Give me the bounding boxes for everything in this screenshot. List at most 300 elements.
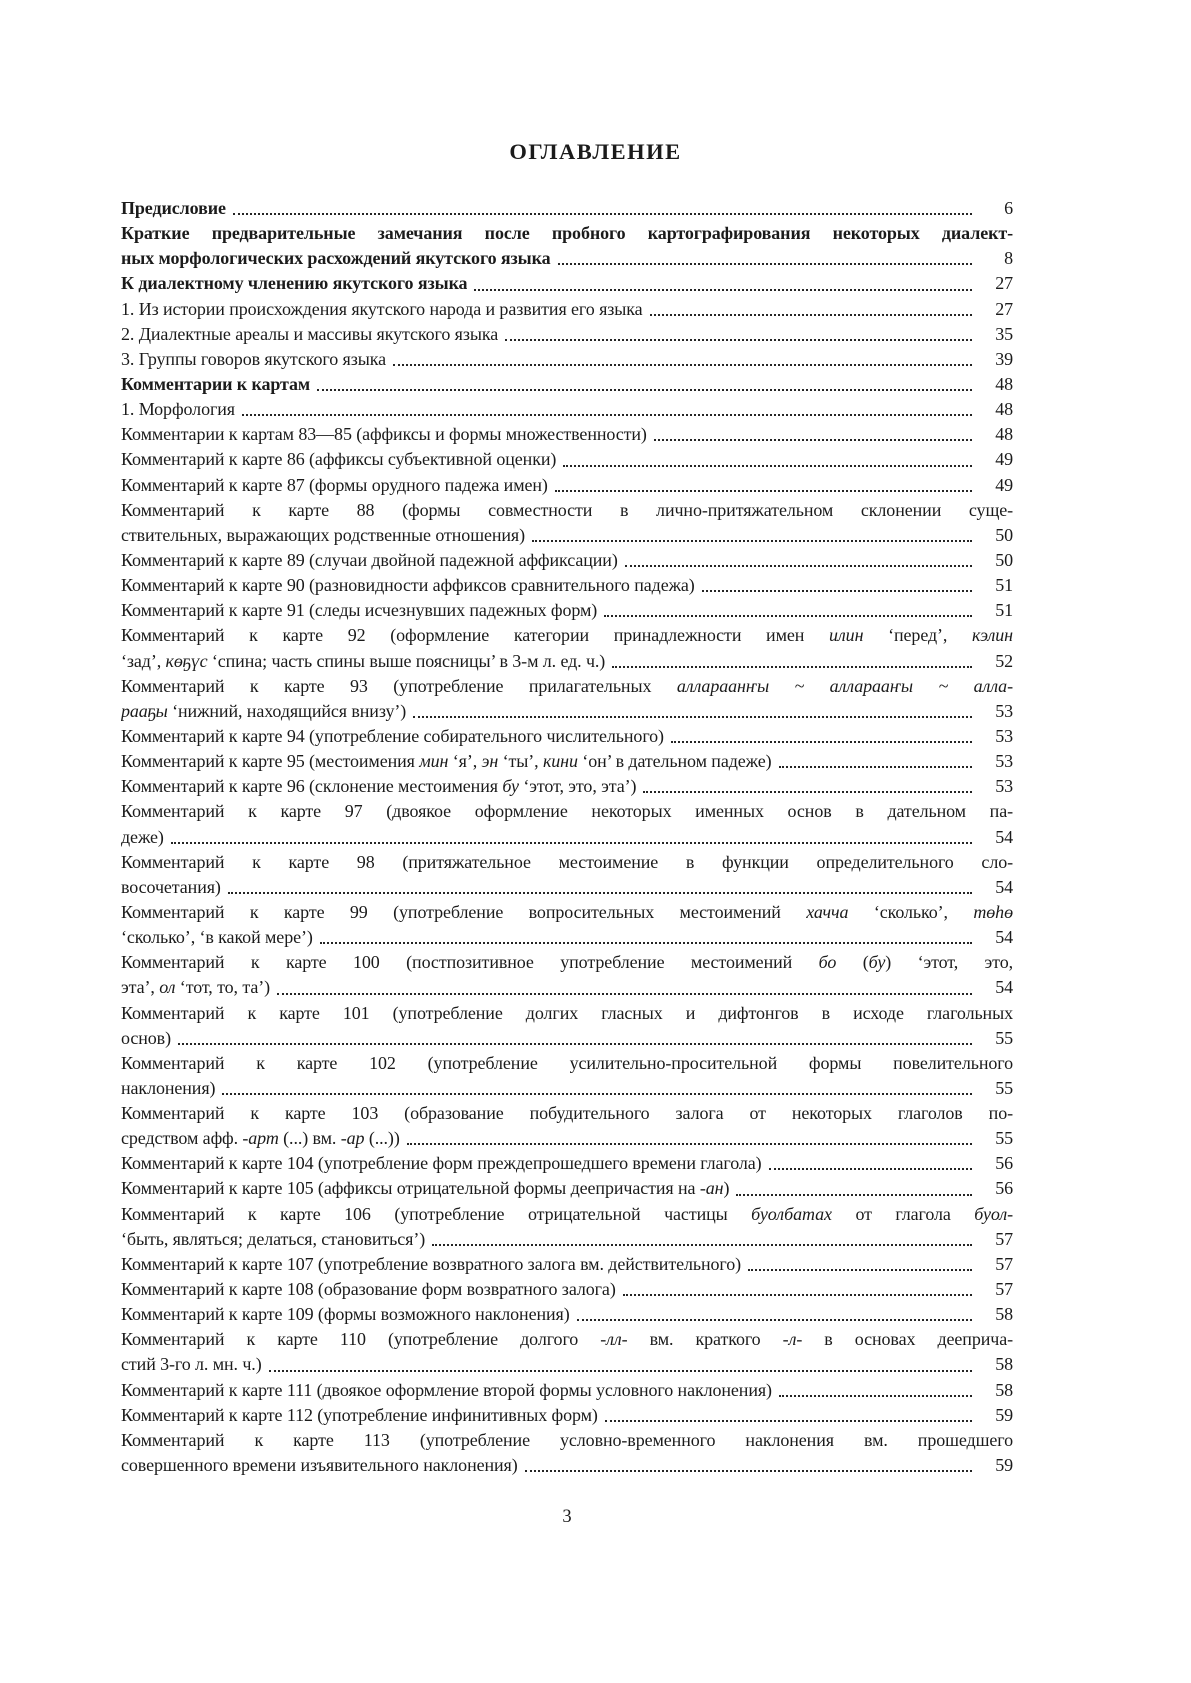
toc-line: [121, 1126, 1013, 1151]
toc-page-number: 39: [995, 348, 1013, 369]
toc-line: [121, 372, 1013, 397]
leader-dots: [317, 389, 972, 391]
leader-dots: [393, 364, 972, 366]
toc-line: [121, 1227, 1013, 1252]
toc-entry: [121, 1176, 1013, 1201]
toc-entry-text: [121, 1204, 1013, 1224]
leader-dots: [623, 1294, 972, 1296]
toc-entry-text: [121, 852, 1013, 872]
toc-page-number: 27: [995, 273, 1013, 294]
toc-page-number: 58: [995, 1379, 1013, 1400]
toc-text: ‘сколько’, ‘в какой мере’): [121, 927, 313, 948]
toc-line: [121, 322, 1013, 347]
toc-entry-text: [121, 196, 226, 221]
toc-entry: [121, 196, 1013, 221]
toc-text: ‘спина; часть спины выше поясницы’ в 3-м л. ед. ч.): [207, 650, 606, 671]
toc-entry: [121, 774, 1013, 799]
leader-dots: [171, 842, 972, 844]
toc-entry: [121, 674, 1013, 724]
toc-text-italic: аллараанҥы ~ алларааҥы ~ алла-: [676, 675, 1013, 696]
toc-text: Комментарий к карте 111 (двоякое оформление второй формы условного наклонения): [121, 1379, 772, 1400]
toc-entry-text: [121, 1151, 762, 1176]
toc-entry: [121, 322, 1013, 347]
toc-line: [121, 825, 1013, 850]
toc-entry-text: [121, 1430, 1013, 1450]
toc-text: 2. Диалектные ареалы и массивы якутского языка: [121, 323, 499, 344]
toc-text-italic: кэлин: [972, 625, 1013, 646]
toc-line: [121, 447, 1013, 472]
toc-text-italic: бо: [818, 952, 837, 973]
toc-page-number: 57: [995, 1228, 1013, 1249]
leader-dots: [277, 993, 972, 995]
toc-text: ных морфологических расхождений якутского языка: [121, 248, 551, 269]
toc-page-number: 57: [995, 1253, 1013, 1274]
toc-text: ‘ты’,: [498, 751, 543, 772]
toc-entry-text: [121, 1003, 1013, 1023]
leader-dots: [654, 439, 972, 441]
toc-text: ствительных, выражающих родственные отношения): [121, 524, 525, 545]
toc-line: [121, 196, 1013, 221]
toc-text: вм. краткого: [627, 1329, 783, 1350]
toc-entry-text: [121, 322, 498, 347]
toc-text: Комментарий к карте 103 (образование побудительного залога от некоторых глаголов по-: [121, 1103, 1013, 1124]
toc-entry: [121, 724, 1013, 749]
toc-text: Комментарий к карте 97 (двоякое оформление некоторых именных основ в дательном па-: [121, 801, 1013, 822]
toc-line: [121, 1051, 1013, 1076]
leader-dots: [736, 1194, 972, 1196]
toc-entry-text: [121, 1053, 1013, 1073]
toc-text: Комментарии к картам 83—85 (аффиксы и формы множественности): [121, 424, 647, 445]
toc-entry: [121, 598, 1013, 623]
leader-dots: [577, 1319, 972, 1321]
toc-text-italic: буолбатах: [751, 1203, 832, 1224]
toc-entry: [121, 422, 1013, 447]
toc-entry-text: [121, 422, 647, 447]
toc-text: в основах дееприча-: [802, 1329, 1013, 1350]
toc-text: Комментарий к карте 91 (следы исчезнувших падежных форм): [121, 600, 598, 621]
page-title: ОГЛАВЛЕНИЕ: [509, 139, 682, 164]
toc-text-italic: буол-: [974, 1203, 1013, 1224]
toc-text: Комментарий к карте 94 (употребление собирательного числительного): [121, 725, 664, 746]
toc-text-italic: көҕүс: [165, 650, 208, 671]
toc-text: средством афф.: [121, 1128, 243, 1149]
toc-line: [121, 699, 1013, 724]
toc-line: [121, 1428, 1013, 1453]
toc-text: Комментарий к карте 95 (местоимения: [121, 751, 420, 772]
toc-entry: [121, 573, 1013, 598]
toc-entry: [121, 1277, 1013, 1302]
toc-line: [121, 1302, 1013, 1327]
toc-entry: [121, 1151, 1013, 1176]
toc-text: эта’,: [121, 977, 160, 998]
toc-text: ‘быть, являться; делаться, становиться’): [121, 1228, 426, 1249]
toc-text-italic: ол: [159, 977, 176, 998]
toc-text: 3. Группы говоров якутского языка: [121, 348, 386, 369]
toc-line: [121, 774, 1013, 799]
toc-page-number: 48: [995, 373, 1013, 394]
toc-text-italic: эн: [481, 751, 499, 772]
toc-text-italic: төһө: [973, 901, 1013, 922]
toc-page-number: 53: [995, 725, 1013, 746]
toc-text: Комментарий к карте 87 (формы орудного падежа имен): [121, 474, 548, 495]
toc-text: ‘я’,: [448, 751, 482, 772]
toc-page-number: 27: [995, 298, 1013, 319]
toc-page-number: 59: [995, 1455, 1013, 1476]
toc-page-number: 6: [1004, 198, 1013, 218]
toc-entry-text: [121, 1329, 1013, 1349]
toc-text-italic: кини: [542, 751, 578, 772]
toc-line: [121, 1001, 1013, 1026]
toc-text: Комментарий к карте 99 (употребление вопросительных местоимений: [121, 901, 807, 922]
toc-entry-text: [121, 925, 313, 950]
toc-entry-text: [121, 825, 164, 850]
toc-entry: [121, 900, 1013, 950]
toc-text-italic: -ан: [699, 1178, 724, 1199]
leader-dots: [474, 289, 972, 291]
toc-page-number: 51: [995, 600, 1013, 621]
toc-entry-text: [121, 223, 1013, 243]
toc-page-number: 48: [995, 399, 1013, 420]
toc-text: наклонения): [121, 1077, 216, 1098]
toc-page-number: 55: [995, 1128, 1013, 1149]
toc-entry: [121, 1403, 1013, 1428]
toc-text: Комментарий к карте 110 (употребление долгого: [121, 1329, 601, 1350]
toc-entry-text: [121, 246, 551, 271]
toc-entry-text: [121, 1076, 215, 1101]
toc-line: [121, 950, 1013, 975]
toc-text: ‘он’ в дательном падеже): [577, 751, 772, 772]
toc-entry-text: [121, 1277, 616, 1302]
leader-dots: [650, 314, 972, 316]
toc-text: К диалектному членению якутского языка: [121, 273, 468, 294]
toc-entry: [121, 271, 1013, 296]
leader-dots: [555, 490, 972, 492]
toc-text: ) ‘этот, это,: [885, 952, 1013, 973]
toc-line: [121, 573, 1013, 598]
toc-entry: [121, 799, 1013, 849]
toc-line: [121, 246, 1013, 271]
toc-entry-text: [121, 875, 221, 900]
toc-text: Комментарий к карте 96 (склонение местоимения: [121, 776, 503, 797]
toc-entry-text: [121, 1176, 729, 1201]
toc-text: деже): [121, 826, 164, 847]
toc-page-number: 8: [1004, 248, 1013, 269]
toc-text: Комментарий к карте 100 (постпозитивное употребление местоимений: [121, 952, 819, 973]
leader-dots: [233, 213, 972, 215]
toc-text: Комментарий к карте 86 (аффиксы субъективной оценки): [121, 449, 557, 470]
toc-line: [121, 649, 1013, 674]
toc-entry-text: [121, 297, 643, 322]
toc-entry-text: [121, 447, 556, 472]
toc-text: от глагола: [831, 1203, 975, 1224]
toc-text: Комментарий к карте 102 (употребление усилительно-просительной формы повелительного: [121, 1052, 1013, 1073]
toc-text: Комментарий к карте 113 (употребление условно-временного наклонения вм. прошедшего: [121, 1429, 1013, 1450]
toc-line: [121, 875, 1013, 900]
leader-dots: [643, 791, 972, 793]
toc-text: Комментарии к картам: [121, 373, 311, 394]
toc-text: Комментарий к карте 90 (разновидности аффиксов сравнительного падежа): [121, 575, 695, 596]
toc-entry-text: [121, 397, 235, 422]
toc-line: [121, 297, 1013, 322]
toc-entry-text: [121, 548, 618, 573]
leader-dots: [222, 1093, 972, 1095]
toc-text: ‘сколько’,: [848, 901, 974, 922]
toc-entry: [121, 1378, 1013, 1403]
toc-line: [121, 1277, 1013, 1302]
toc-text-italic: бу: [868, 952, 886, 973]
toc-entry-text: [121, 500, 1013, 520]
toc-text: ‘этот, это, эта’): [518, 776, 637, 797]
toc-text: совершенного времени изъявительного наклонения): [121, 1455, 518, 1476]
toc-text: ): [723, 1178, 730, 1199]
toc-text: (...) вм.: [278, 1128, 341, 1149]
toc-text: Комментарий к карте 98 (притяжательное местоимение в функции определительного сло-: [121, 851, 1013, 872]
toc-entry-text: [121, 676, 1013, 696]
toc-entry: [121, 850, 1013, 900]
toc-line: [121, 850, 1013, 875]
toc-line: [121, 1026, 1013, 1051]
leader-dots: [242, 414, 972, 416]
toc-line: [121, 1101, 1013, 1126]
toc-text: восочетания): [121, 876, 221, 897]
toc-entry-text: [121, 774, 636, 799]
toc-entry: [121, 447, 1013, 472]
toc-page-number: 54: [995, 977, 1013, 998]
toc-line: [121, 221, 1013, 246]
toc-entry: [121, 548, 1013, 573]
footer-page-number: 3: [562, 1507, 572, 1527]
toc-line: [121, 1202, 1013, 1227]
toc-page-number: 59: [995, 1404, 1013, 1425]
toc-entry: [121, 1051, 1013, 1101]
toc-text: ‘перед’,: [863, 625, 973, 646]
toc-text: Предисловие: [121, 198, 226, 218]
leader-dots: [525, 1470, 972, 1472]
toc-page-number: 57: [995, 1279, 1013, 1300]
toc-entry-text: [121, 271, 467, 296]
toc-line: [121, 1076, 1013, 1101]
toc-line: [121, 271, 1013, 296]
toc-text: ‘зад’,: [121, 650, 166, 671]
leader-dots: [779, 766, 972, 768]
toc-entry-text: [121, 1026, 171, 1051]
toc-text: 1. Морфология: [121, 399, 235, 420]
leader-dots: [558, 263, 973, 265]
toc-entry: [121, 1202, 1013, 1252]
leader-dots: [228, 892, 972, 894]
toc-entry: [121, 221, 1013, 271]
toc-text-italic: -лл-: [600, 1329, 628, 1350]
toc-entry: [121, 297, 1013, 322]
toc-entry-text: [121, 1103, 1013, 1123]
toc-line: [121, 1176, 1013, 1201]
toc-line: [121, 900, 1013, 925]
toc-text-italic: бу: [502, 776, 519, 797]
toc-line: [121, 1453, 1013, 1478]
toc-page-number: 53: [995, 700, 1013, 721]
toc-entry: [121, 1101, 1013, 1151]
toc-text: Комментарий к карте 112 (употребление инфинитивных форм): [121, 1404, 598, 1425]
toc-page-number: 49: [995, 449, 1013, 470]
toc-entry: [121, 347, 1013, 372]
toc-text: Комментарий к карте 101 (употребление долгих гласных и дифтонгов в исходе глагольных: [121, 1002, 1013, 1023]
toc-entry: [121, 473, 1013, 498]
toc-entry-text: [121, 473, 548, 498]
toc-text: Комментарий к карте 89 (случаи двойной падежной аффиксации): [121, 549, 618, 570]
toc-text: Комментарий к карте 92 (оформление категории принадлежности имен: [121, 625, 830, 646]
toc-entry-text: [121, 1403, 598, 1428]
leader-dots: [269, 1370, 972, 1372]
leader-dots: [769, 1168, 972, 1170]
toc-page-number: 58: [995, 1354, 1013, 1375]
toc-entry: [121, 623, 1013, 673]
toc-text-italic: мин: [419, 751, 449, 772]
toc-entry-text: [121, 699, 406, 724]
leader-dots: [671, 741, 972, 743]
toc-text-italic: рааҕы: [121, 700, 168, 721]
toc-text-italic: хачча: [806, 901, 849, 922]
toc-entry: [121, 1252, 1013, 1277]
toc-text-italic: -л-: [782, 1329, 803, 1350]
toc-entry: [121, 372, 1013, 397]
toc-text: (...)): [364, 1128, 400, 1149]
toc-entry-text: [121, 1227, 425, 1252]
leader-dots: [605, 1420, 972, 1422]
toc-line: [121, 674, 1013, 699]
leader-dots: [748, 1269, 972, 1271]
toc-text: ‘нижний, находящийся внизу’): [167, 700, 407, 721]
leader-dots: [563, 465, 972, 467]
toc-page-number: 53: [995, 776, 1013, 797]
leader-dots: [625, 565, 972, 567]
toc-list: [121, 196, 1013, 1478]
toc-line: [121, 498, 1013, 523]
toc-line: [121, 1378, 1013, 1403]
toc-entry-text: [121, 1126, 400, 1151]
toc-text: Комментарий к карте 105 (аффиксы отрицательной формы деепричастия на: [121, 1178, 700, 1199]
toc-text: ‘тот, то, та’): [175, 977, 270, 998]
leader-dots: [604, 615, 972, 617]
toc-entry-text: [121, 1378, 772, 1403]
toc-text: (: [836, 952, 869, 973]
leader-dots: [532, 540, 972, 542]
toc-text: Комментарий к карте 108 (образование форм возвратного залога): [121, 1279, 616, 1300]
leader-dots: [432, 1244, 972, 1246]
toc-entry-text: [121, 372, 310, 397]
toc-entry: [121, 1428, 1013, 1478]
toc-line: [121, 1352, 1013, 1377]
toc-line: [121, 598, 1013, 623]
toc-line: [121, 749, 1013, 774]
toc-page-number: 48: [995, 424, 1013, 445]
toc-text: Комментарий к карте 106 (употребление отрицательной частицы: [121, 1203, 752, 1224]
toc-entry-text: [121, 724, 664, 749]
leader-dots: [178, 1043, 972, 1045]
toc-text: Комментарий к карте 93 (употребление прилагательных: [121, 675, 677, 696]
toc-entry-text: [121, 1352, 262, 1377]
toc-entry-text: [121, 573, 695, 598]
toc-text: Комментарий к карте 88 (формы совместности в лично-притяжательном склонении суще-: [121, 499, 1013, 520]
toc-line: [121, 1327, 1013, 1352]
toc-line: [121, 623, 1013, 648]
toc-entry-text: [121, 952, 1013, 972]
toc-page-number: 54: [995, 876, 1013, 897]
toc-text: стий 3-го л. мн. ч.): [121, 1354, 262, 1375]
toc-page-number: 55: [995, 1027, 1013, 1048]
leader-dots: [413, 716, 972, 718]
toc-line: [121, 1151, 1013, 1176]
toc-entry-text: [121, 649, 605, 674]
toc-text-italic: -ар: [340, 1128, 365, 1149]
toc-entry-text: [121, 523, 525, 548]
toc-page-number: 50: [995, 549, 1013, 570]
toc-page-number: 52: [995, 650, 1013, 671]
toc-entry: [121, 397, 1013, 422]
toc-line: [121, 925, 1013, 950]
toc-text: основ): [121, 1027, 171, 1048]
toc-line: [121, 975, 1013, 1000]
toc-text: 1. Из истории происхождения якутского народа и развития его языка: [121, 298, 643, 319]
toc-page-number: 55: [995, 1077, 1013, 1098]
toc-text: Комментарий к карте 107 (употребление возвратного залога вм. действительного): [121, 1253, 742, 1274]
toc-page-number: 56: [995, 1178, 1013, 1199]
leader-dots: [779, 1395, 972, 1397]
toc-page-number: 58: [995, 1304, 1013, 1325]
toc-entry: [121, 1302, 1013, 1327]
toc-entry-text: [121, 749, 772, 774]
toc-page-number: 56: [995, 1153, 1013, 1174]
toc-entry-text: [121, 975, 270, 1000]
toc-entry-text: [121, 625, 1013, 645]
toc-entry-text: [121, 347, 386, 372]
toc-entry: [121, 1327, 1013, 1377]
toc-entry-text: [121, 1453, 518, 1478]
toc-page-number: 53: [995, 751, 1013, 772]
leader-dots: [612, 666, 972, 668]
toc-text-italic: -арт: [242, 1128, 279, 1149]
toc-page-number: 54: [995, 927, 1013, 948]
toc-entry-text: [121, 801, 1013, 821]
toc-text-italic: илин: [829, 625, 864, 646]
toc-line: [121, 397, 1013, 422]
toc-page-number: 35: [995, 323, 1013, 344]
toc-text: Комментарий к карте 104 (употребление форм преждепрошедшего времени глагола): [121, 1153, 762, 1174]
toc-line: [121, 473, 1013, 498]
toc-page-number: 51: [995, 575, 1013, 596]
toc-line: [121, 1403, 1013, 1428]
toc-text: Комментарий к карте 109 (формы возможного наклонения): [121, 1304, 570, 1325]
toc-page-number: 54: [995, 826, 1013, 847]
toc-entry: [121, 950, 1013, 1000]
leader-dots: [702, 590, 972, 592]
toc-line: [121, 523, 1013, 548]
toc-entry: [121, 749, 1013, 774]
toc-line: [121, 724, 1013, 749]
leader-dots: [407, 1143, 972, 1145]
toc-entry: [121, 1001, 1013, 1051]
toc-line: [121, 347, 1013, 372]
leader-dots: [505, 339, 972, 341]
toc-line: [121, 422, 1013, 447]
toc-line: [121, 1252, 1013, 1277]
toc-page-number: 49: [995, 474, 1013, 495]
toc-entry-text: [121, 902, 1013, 922]
toc-entry-text: [121, 598, 597, 623]
toc-line: [121, 548, 1013, 573]
toc-text: Краткие предварительные замечания после пробного картографирования некоторых диалект-: [121, 223, 1013, 244]
toc-page-number: 50: [995, 524, 1013, 545]
toc-entry-text: [121, 1252, 741, 1277]
